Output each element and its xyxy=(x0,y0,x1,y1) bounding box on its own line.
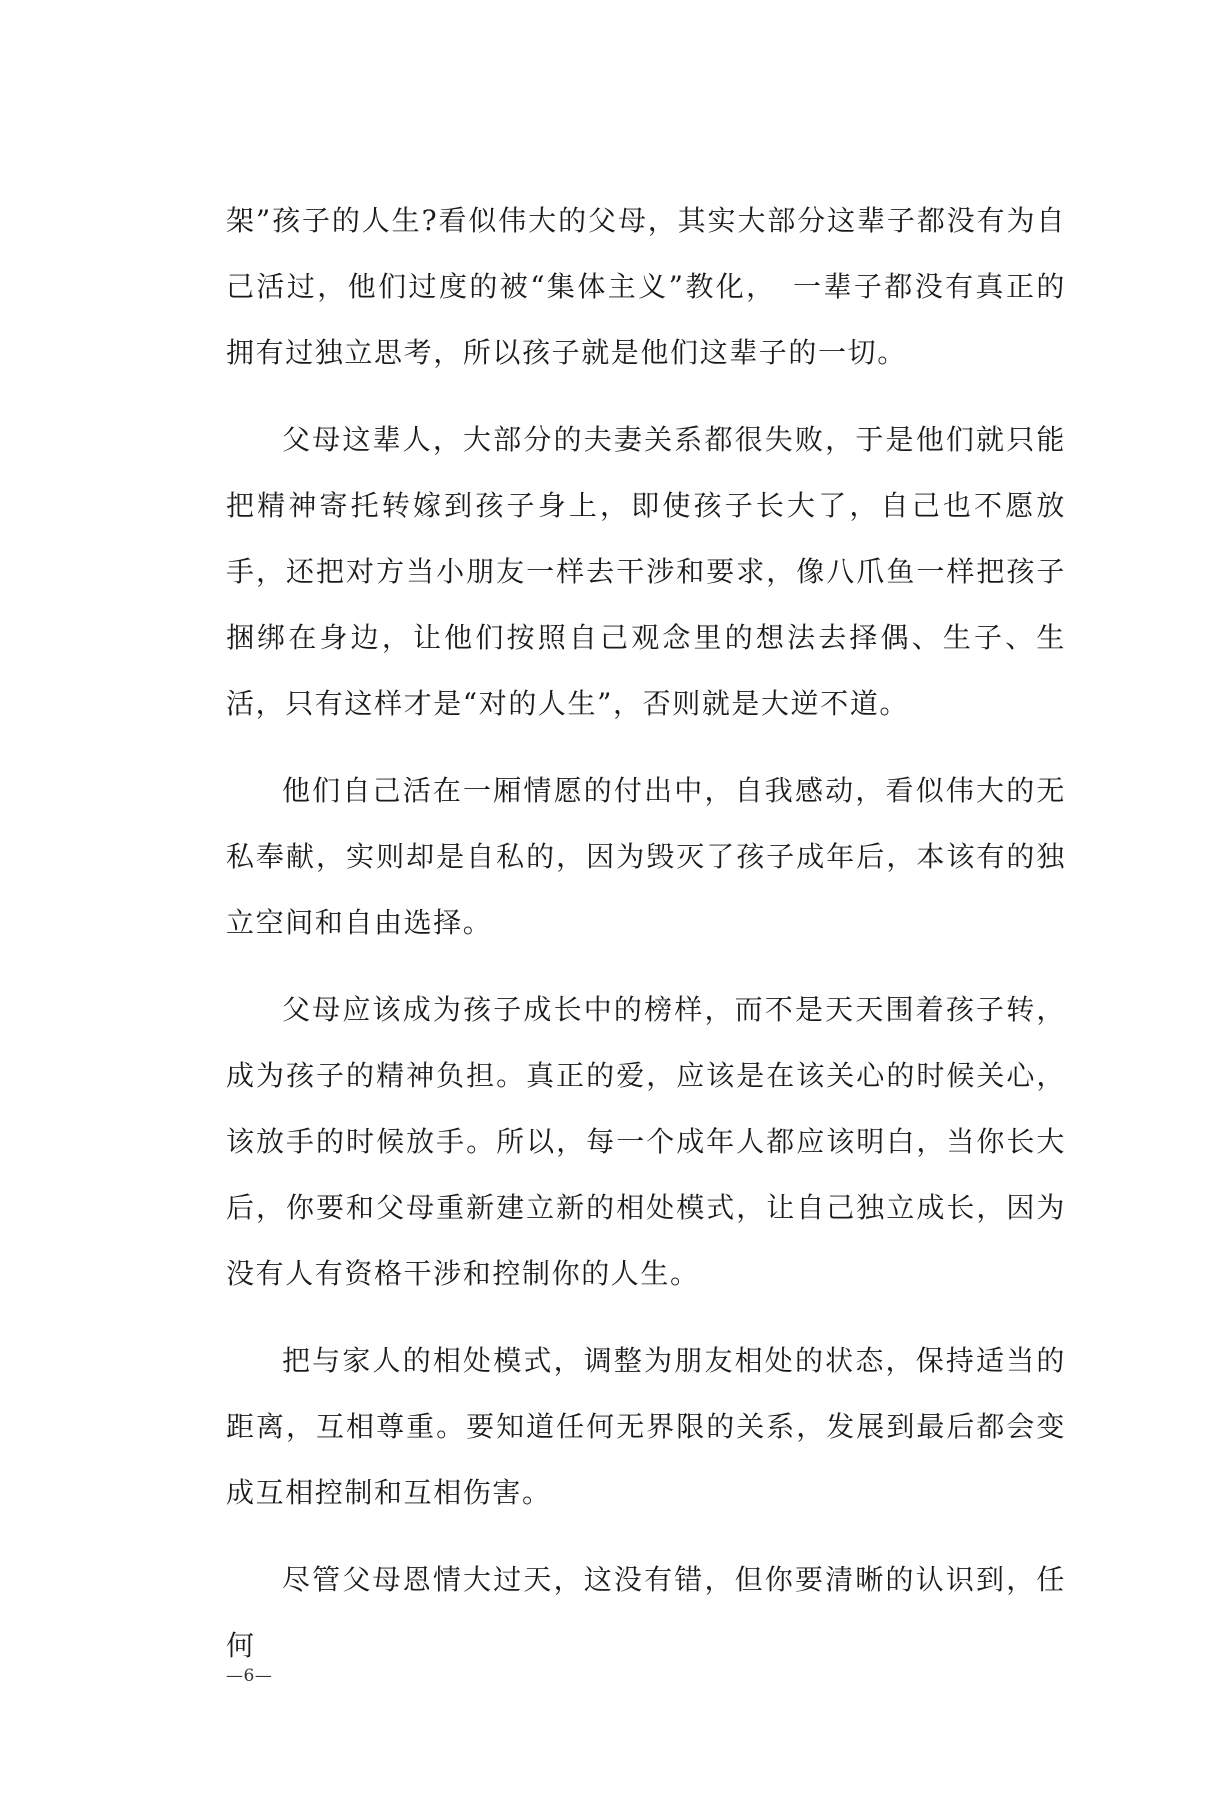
paragraph: 他们自己活在一厢情愿的付出中，自我感动，看似伟大的无私奉献，实则却是自私的，因为毁灭了孩子成年后，本该有的独立空间和自由选择。 xyxy=(226,774,1066,939)
paragraph: 父母这辈人，大部分的夫妻关系都很失败，于是他们就只能把精神寄托转嫁到孩子身上，即使孩子长大了，自己也不愿放手，还把对方当小朋友一样去干涉和要求，像八爪鱼一样把孩子捆绑在身边，让他们按照自己观念里的想法去择偶、生子、生活，只有这样才是“对的人生”，否则就是大逆不道。 xyxy=(226,423,1066,720)
paragraph: 把与家人的相处模式，调整为朋友相处的状态，保持适当的距离，互相尊重。要知道任何无界限的关系，发展到最后都会变成互相控制和互相伤害。 xyxy=(226,1344,1066,1509)
paragraph: 架”孩子的人生?看似伟大的父母，其实大部分这辈子都没有为自己活过，他们过度的被“集体主义”教化， 一辈子都没有真正的拥有过独立思考，所以孩子就是他们这辈子的一切。 xyxy=(226,204,1066,369)
document-body xyxy=(226,188,1066,1700)
paragraph: 尽管父母恩情大过天，这没有错，但你要清晰的认识到，任何 xyxy=(226,1563,1066,1662)
page-number: —6— xyxy=(226,1666,273,1686)
paragraph: 父母应该成为孩子成长中的榜样，而不是天天围着孩子转，成为孩子的精神负担。真正的爱，应该是在该关心的时候关心，该放手的时候放手。所以，每一个成年人都应该明白，当你长大后，你要和父母重新建立新的相处模式，让自己独立成长，因为没有人有资格干涉和控制你的人生。 xyxy=(226,993,1066,1290)
